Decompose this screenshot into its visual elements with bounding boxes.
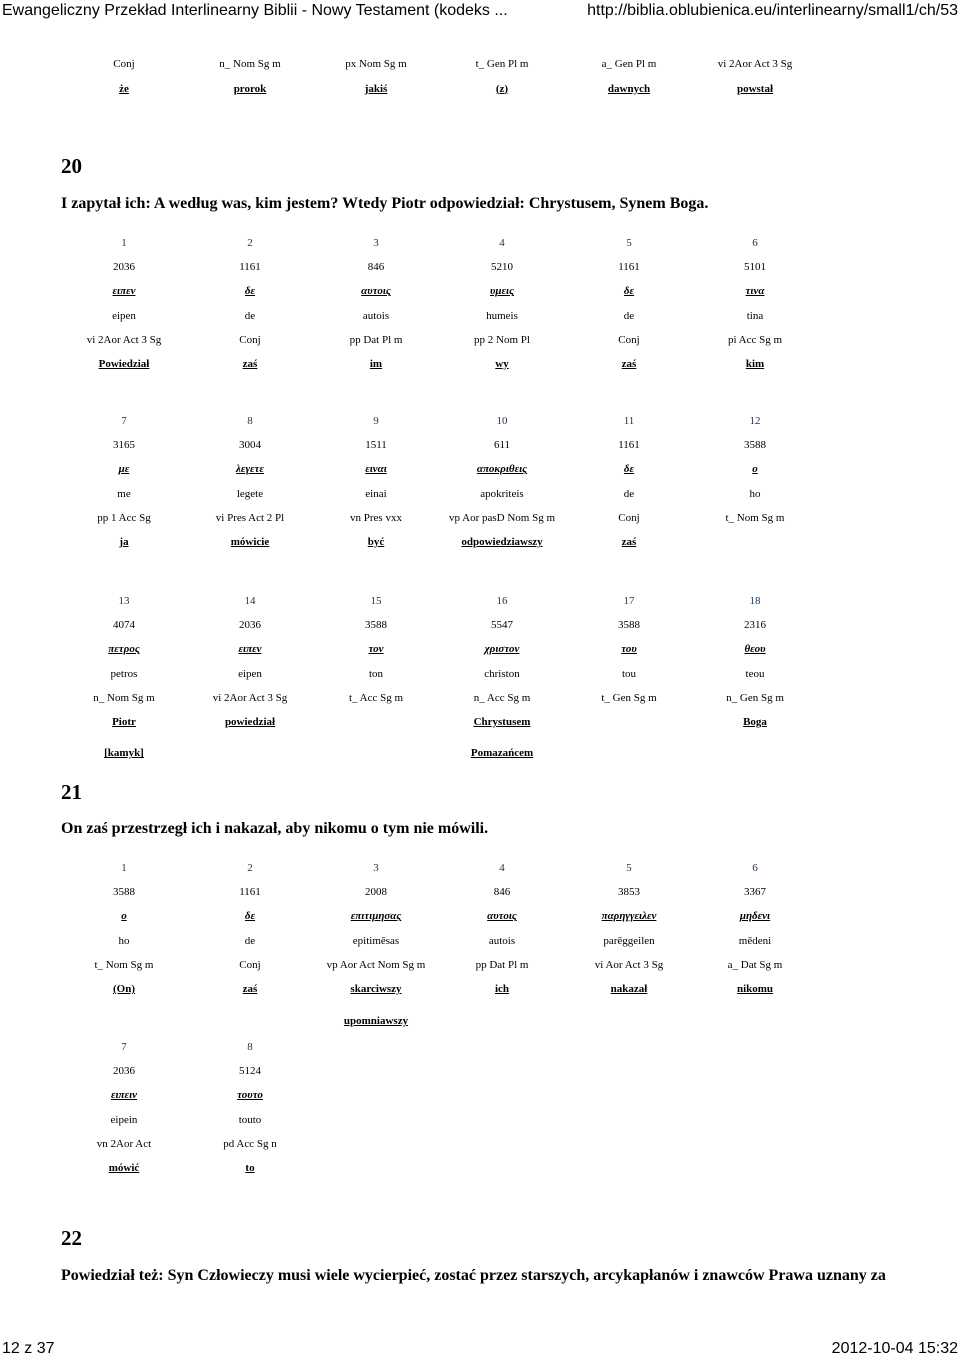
greek-word[interactable]: δε: [623, 285, 635, 298]
transliteration: epitimēsas: [352, 934, 400, 947]
grammar-code: Conj: [618, 333, 640, 346]
alternative-translation[interactable]: Pomazańcem: [470, 747, 534, 759]
strong-number: 5124: [239, 1065, 261, 1078]
grammar-code: vi 2Aor Act 3 Sg: [717, 58, 793, 70]
verse-number: 20: [61, 154, 82, 178]
transliteration: autois: [488, 934, 516, 947]
strong-number: 3853: [618, 886, 640, 899]
greek-word[interactable]: ειναι: [365, 463, 387, 476]
greek-word[interactable]: αυτοις: [487, 910, 517, 923]
strong-number: 2316: [744, 619, 766, 632]
transliteration: christon: [484, 667, 520, 680]
word-number: 6: [752, 862, 758, 874]
transliteration: de: [623, 487, 635, 500]
polish-word[interactable]: zaś: [242, 358, 258, 370]
polish-word[interactable]: kim: [745, 358, 765, 370]
polish-word[interactable]: być: [367, 536, 385, 548]
greek-word[interactable]: τον: [368, 643, 384, 656]
transliteration: eipen: [112, 309, 136, 322]
transliteration: eipen: [238, 667, 262, 680]
transliteration: parēggeilen: [603, 934, 655, 947]
transliteration: teou: [745, 667, 765, 680]
polish-word[interactable]: im: [369, 358, 383, 370]
word-number: 2: [247, 237, 253, 249]
transliteration: humeis: [486, 309, 518, 322]
strong-number: 1161: [239, 261, 261, 274]
grammar-code: n_ Acc Sg m: [473, 691, 531, 704]
word-number: 1: [121, 237, 127, 249]
greek-word[interactable]: δε: [244, 285, 256, 298]
greek-word[interactable]: ειπειν: [110, 1089, 138, 1102]
word-number: 18: [749, 595, 761, 607]
grammar-code: vi 2Aor Act 3 Sg: [212, 691, 288, 704]
grammar-code: pp 2 Nom Pl: [474, 333, 530, 346]
grammar-code: vn 2Aor Act: [96, 1137, 152, 1150]
word-number: 14: [244, 595, 256, 607]
grammar-code: Conj: [239, 333, 261, 346]
grammar-code: px Nom Sg m: [345, 58, 407, 70]
strong-number: 3004: [239, 439, 261, 452]
grammar-code: pp Dat Pl m: [349, 333, 403, 346]
verse-number: 22: [61, 1226, 82, 1250]
greek-word[interactable]: τουτο: [237, 1089, 263, 1102]
word-number: 1: [121, 862, 127, 874]
grammar-code: pd Acc Sg n: [223, 1137, 277, 1150]
strong-number: 4074: [113, 619, 135, 632]
transliteration: legete: [236, 487, 264, 500]
strong-number: 3588: [744, 439, 766, 452]
grammar-code: Conj: [113, 58, 135, 70]
strong-number: 3588: [618, 619, 640, 632]
polish-word[interactable]: jakiś: [364, 82, 388, 95]
greek-word[interactable]: λεγετε: [236, 463, 264, 476]
grammar-code: Conj: [239, 958, 261, 971]
transliteration: petros: [110, 667, 138, 680]
polish-word[interactable]: prorok: [233, 82, 267, 95]
transliteration: de: [244, 934, 256, 947]
grammar-code: pp Dat Pl m: [475, 958, 529, 971]
polish-word[interactable]: powstał: [736, 82, 774, 95]
greek-word[interactable]: πετρος: [108, 643, 140, 656]
polish-word[interactable]: wy: [495, 358, 509, 370]
grammar-code: n_ Gen Sg m: [726, 691, 784, 704]
transliteration: eipein: [110, 1113, 138, 1126]
transliteration: me: [117, 487, 131, 500]
word-number: 5: [626, 237, 632, 249]
grammar-code: vp Aor pasD Nom Sg m: [448, 511, 556, 524]
polish-word[interactable]: nikomu: [736, 983, 774, 995]
greek-word[interactable]: αποκριθεις: [476, 463, 528, 476]
word-number: 7: [121, 415, 127, 427]
transliteration: einai: [365, 487, 387, 500]
polish-word[interactable]: ich: [494, 983, 510, 995]
polish-word[interactable]: Boga: [743, 716, 767, 728]
polish-word[interactable]: ja: [119, 536, 129, 548]
strong-number: 611: [493, 439, 511, 452]
polish-word[interactable]: zaś: [621, 358, 637, 370]
verse-text: On zaś przestrzegł ich i nakazał, aby nikomu o tym nie mówili.: [61, 820, 489, 837]
word-number: 3: [373, 862, 379, 874]
strong-number: 846: [367, 261, 385, 274]
word-number: 7: [121, 1041, 127, 1053]
grammar-code: vn Pres vxx: [350, 511, 402, 524]
strong-number: 1161: [618, 261, 640, 274]
greek-word[interactable]: τινα: [745, 285, 765, 298]
polish-word[interactable]: zaś: [242, 983, 258, 995]
strong-number: 846: [493, 886, 511, 899]
grammar-code: pi Acc Sg m: [727, 333, 783, 346]
source-url[interactable]: http://biblia.oblubienica.eu/interlinearny/small1/ch/53: [587, 2, 958, 19]
alternative-translation[interactable]: [kamyk]: [104, 747, 144, 759]
document-title: Ewangeliczny Przekład Interlinearny Biblii - Nowy Testament (kodeks ...: [2, 2, 508, 19]
transliteration: de: [623, 309, 635, 322]
grammar-code: pp 1 Acc Sg: [97, 511, 151, 524]
transliteration: apokriteis: [480, 487, 524, 500]
greek-word[interactable]: ο: [752, 463, 758, 476]
page-counter: 12 z 37: [2, 1340, 55, 1357]
polish-word[interactable]: Powiedział: [98, 358, 150, 370]
grammar-code: t_ Gen Sg m: [601, 691, 657, 704]
greek-word[interactable]: παρηγγειλεν: [601, 910, 657, 923]
grammar-code: a_ Gen Pl m: [601, 58, 657, 70]
greek-word[interactable]: ο: [121, 910, 127, 923]
verse-number: 21: [61, 780, 82, 804]
strong-number: 3588: [113, 886, 135, 899]
greek-word[interactable]: υμεις: [490, 285, 514, 298]
strong-number: 2036: [113, 1065, 135, 1078]
strong-number: 5210: [491, 261, 513, 274]
greek-word[interactable]: επιτιμησας: [350, 910, 402, 923]
transliteration: ton: [368, 667, 384, 680]
polish-word[interactable]: Piotr: [112, 716, 136, 728]
greek-word[interactable]: δε: [623, 463, 635, 476]
grammar-code: t_ Acc Sg m: [348, 691, 404, 704]
polish-word[interactable]: odpowiedziawszy: [461, 536, 543, 548]
word-number: 10: [496, 415, 508, 427]
greek-word[interactable]: αυτοις: [361, 285, 391, 298]
strong-number: 1161: [239, 886, 261, 899]
strong-number: 3588: [365, 619, 387, 632]
grammar-code: t_ Nom Sg m: [94, 958, 154, 971]
word-number: 12: [749, 415, 761, 427]
grammar-code: vi Aor Act 3 Sg: [594, 958, 664, 971]
grammar-code: n_ Nom Sg m: [93, 691, 155, 704]
polish-word[interactable]: skarciwszy: [350, 983, 402, 995]
polish-word[interactable]: powiedział: [224, 716, 276, 728]
transliteration: ho: [749, 487, 761, 500]
transliteration: ho: [118, 934, 130, 947]
grammar-code: vp Aor Act Nom Sg m: [326, 958, 426, 971]
verse-text: I zapytał ich: A według was, kim jestem? Wtedy Piotr odpowiedział: Chrystusem, Synem Boga.: [61, 195, 709, 212]
alternative-translation[interactable]: upomniawszy: [343, 1015, 409, 1027]
transliteration: mēdeni: [738, 934, 772, 947]
page-header: [0, 0, 960, 24]
transliteration: touto: [238, 1113, 262, 1126]
polish-word[interactable]: (On): [113, 983, 135, 995]
greek-word[interactable]: θεου: [744, 643, 766, 656]
greek-word[interactable]: ειπεν: [112, 285, 136, 298]
word-number: 3: [373, 237, 379, 249]
strong-number: 5547: [491, 619, 513, 632]
polish-word[interactable]: nakazał: [610, 983, 648, 995]
word-number: 4: [499, 237, 505, 249]
grammar-code: a_ Dat Sg m: [727, 958, 783, 971]
print-datetime: 2012-10-04 15:32: [831, 1340, 958, 1357]
word-number: 13: [118, 595, 130, 607]
strong-number: 2008: [365, 886, 387, 899]
polish-word[interactable]: że: [119, 82, 129, 95]
word-number: 4: [499, 862, 505, 874]
polish-word[interactable]: mówicie: [230, 536, 270, 548]
word-number: 5: [626, 862, 632, 874]
transliteration: de: [244, 309, 256, 322]
transliteration: autois: [362, 309, 390, 322]
grammar-code: Conj: [618, 511, 640, 524]
transliteration: tina: [746, 309, 764, 322]
transliteration: tou: [621, 667, 637, 680]
strong-number: 5101: [744, 261, 766, 274]
word-number: 15: [370, 595, 382, 607]
grammar-code: t_ Gen Pl m: [475, 58, 529, 70]
strong-number: 1511: [365, 439, 387, 452]
word-number: 16: [496, 595, 508, 607]
word-number: 17: [623, 595, 635, 607]
strong-number: 3367: [744, 886, 766, 899]
strong-number: 2036: [239, 619, 261, 632]
strong-number: 2036: [113, 261, 135, 274]
greek-word[interactable]: χριστον: [484, 643, 520, 656]
polish-word[interactable]: mówić: [108, 1162, 140, 1174]
grammar-code: n_ Nom Sg m: [219, 58, 281, 70]
polish-word[interactable]: zaś: [621, 536, 637, 548]
polish-word[interactable]: dawnych: [607, 82, 651, 95]
verse-text: Powiedział też: Syn Człowieczy musi wiele wycierpieć, zostać przez starszych, arcykapłanów i znawców Prawa uznany za: [61, 1267, 886, 1284]
word-number: 2: [247, 862, 253, 874]
word-number: 6: [752, 237, 758, 249]
greek-word[interactable]: δε: [244, 910, 256, 923]
polish-word[interactable]: to: [245, 1162, 255, 1174]
polish-word[interactable]: (z): [495, 82, 509, 95]
word-number: 9: [373, 415, 379, 427]
greek-word[interactable]: μηδενι: [739, 910, 771, 923]
greek-word[interactable]: με: [118, 463, 130, 476]
word-number: 8: [247, 1041, 253, 1053]
strong-number: 1161: [618, 439, 640, 452]
word-number: 8: [247, 415, 253, 427]
grammar-code: vi Pres Act 2 Pl: [215, 511, 285, 524]
grammar-code: vi 2Aor Act 3 Sg: [86, 333, 162, 346]
greek-word[interactable]: ειπεν: [238, 643, 262, 656]
strong-number: 3165: [113, 439, 135, 452]
word-number: 11: [623, 415, 635, 427]
polish-word[interactable]: Chrystusem: [473, 716, 531, 728]
grammar-code: t_ Nom Sg m: [725, 511, 785, 524]
greek-word[interactable]: του: [621, 643, 637, 656]
